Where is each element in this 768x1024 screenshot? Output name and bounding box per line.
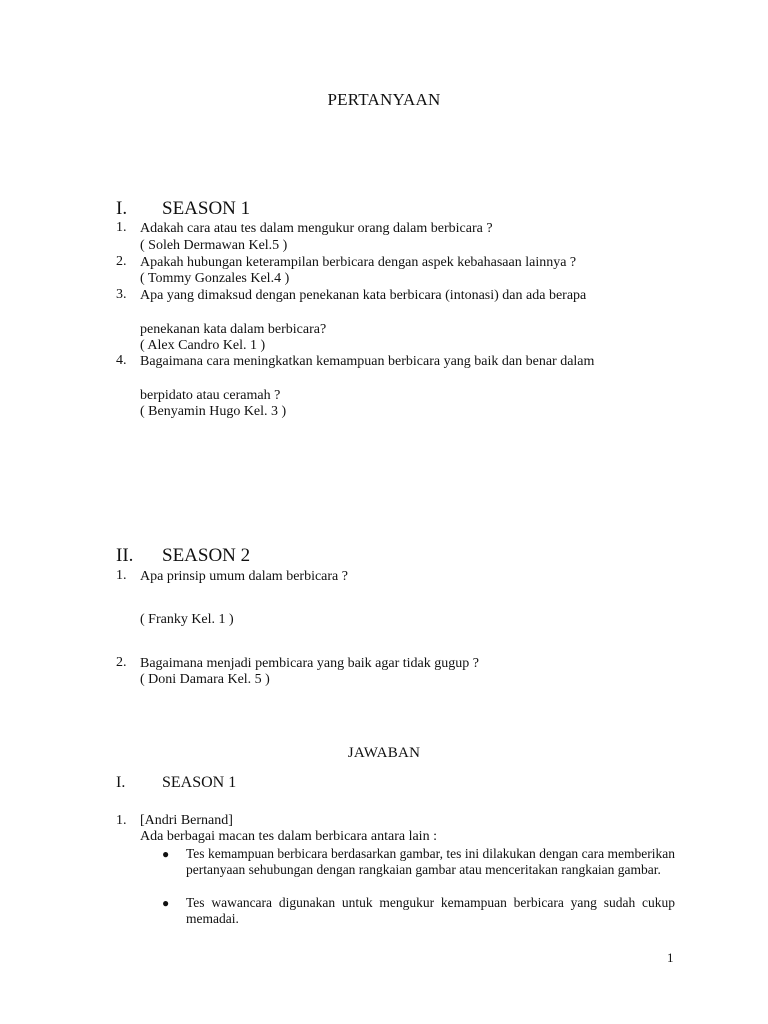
question-text: Bagaimana cara meningkatkan kemampuan berbicara yang baik dan benar dalam <box>140 354 595 369</box>
question-number: 2. <box>116 254 127 269</box>
question-number: 1. <box>116 568 127 583</box>
question-text: Apakah hubungan keterampilan berbicara dengan aspek kebahasaan lainnya ? <box>140 255 577 270</box>
question-author: ( Soleh Dermawan Kel.5 ) <box>140 238 288 253</box>
section-number: II. <box>116 545 134 566</box>
question-text: Apa yang dimaksud dengan penekanan kata berbicara (intonasi) dan ada berapa <box>140 288 587 303</box>
answer-bullet-text: Tes kemampuan berbicara berdasarkan gambar, tes ini dilakukan dengan cara memberikan pertanyaan sehubungan dengan rangkaian gambar atau menceritakan rangkaian gambar. <box>186 846 675 877</box>
section-title: SEASON 1 <box>162 198 251 219</box>
page-title: PERTANYAAN <box>327 90 441 109</box>
question-author: ( Benyamin Hugo Kel. 3 ) <box>140 404 287 419</box>
question-number: 4. <box>116 353 127 368</box>
page-number: 1 <box>667 950 674 965</box>
question-text: Adakah cara atau tes dalam mengukur orang dalam berbicara ? <box>140 221 493 236</box>
answer-author: [Andri Bernand] <box>140 813 233 828</box>
bullet-icon: ● <box>162 847 170 861</box>
bullet-icon: ● <box>162 896 170 910</box>
section-number: I. <box>116 198 128 219</box>
question-number: 3. <box>116 287 127 302</box>
question-author: ( Franky Kel. 1 ) <box>140 612 234 627</box>
answer-bullet-text: Tes wawancara digunakan untuk mengukur kemampuan berbicara yang sudah cukup memadai. <box>186 895 675 926</box>
question-author: ( Doni Damara Kel. 5 ) <box>140 672 270 687</box>
question-text: Bagaimana menjadi pembicara yang baik agar tidak gugup ? <box>140 656 479 671</box>
question-number: 1. <box>116 220 127 235</box>
question-text: Apa prinsip umum dalam berbicara ? <box>140 569 348 584</box>
section-title: SEASON 1 <box>162 774 237 791</box>
question-text-continued: berpidato atau ceramah ? <box>140 388 281 403</box>
section-number: I. <box>116 774 126 791</box>
answer-intro: Ada berbagai macan tes dalam berbicara antara lain : <box>140 829 437 844</box>
answers-title: JAWABAN <box>347 745 421 761</box>
question-number: 2. <box>116 655 127 670</box>
question-author: ( Alex Candro Kel. 1 ) <box>140 338 266 353</box>
section-title: SEASON 2 <box>162 545 251 566</box>
answer-number: 1. <box>116 813 127 828</box>
question-text-continued: penekanan kata dalam berbicara? <box>140 322 327 337</box>
question-author: ( Tommy Gonzales Kel.4 ) <box>140 271 290 286</box>
